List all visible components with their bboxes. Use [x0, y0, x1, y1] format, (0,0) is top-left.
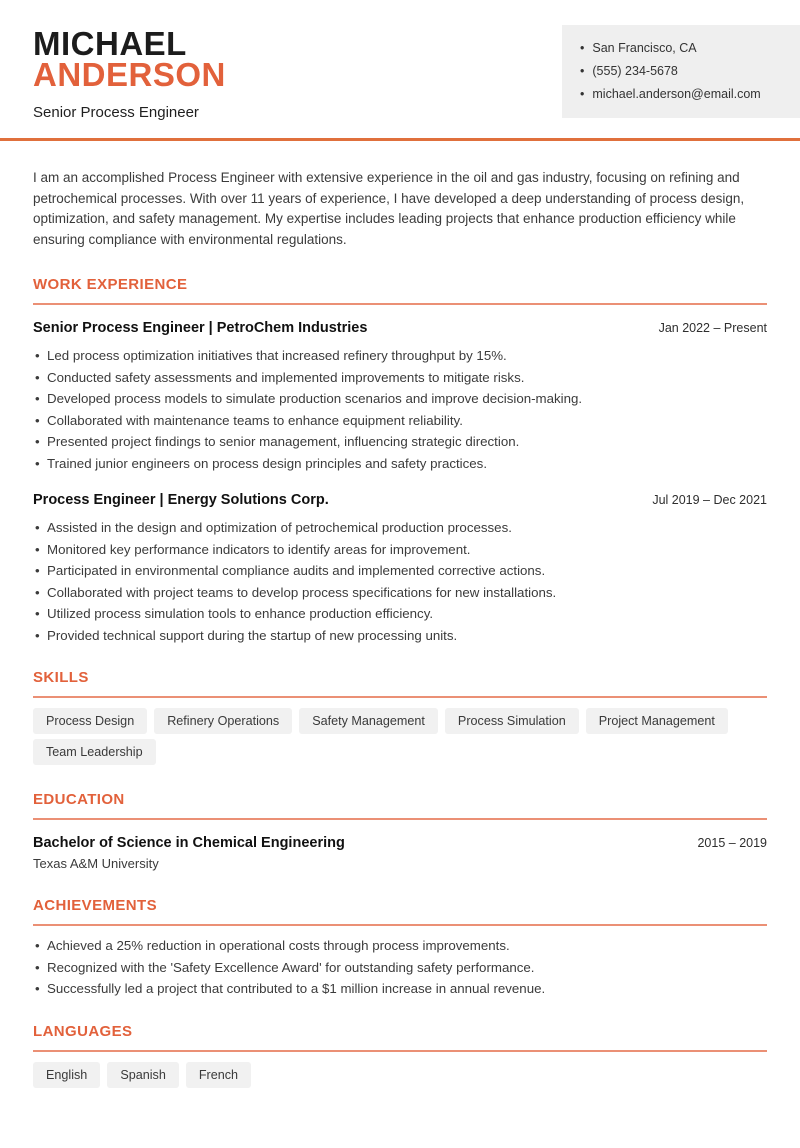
bullet-icon: •	[580, 87, 585, 101]
section-languages	[33, 1023, 767, 1088]
candidate-role: Senior Process Engineer	[33, 104, 199, 121]
languages-chip-list	[33, 1062, 767, 1088]
achievements-heading: ACHIEVEMENTS	[33, 897, 767, 926]
section-achievements	[33, 897, 767, 997]
resume-header	[0, 0, 800, 121]
job-header	[33, 492, 767, 508]
candidate-name	[33, 25, 226, 93]
job-bullet: • Led process optimization initiatives that increased refinery throughput by 15%.	[33, 348, 767, 364]
job-bullets	[33, 520, 767, 643]
languages-heading: LANGUAGES	[33, 1023, 767, 1052]
job-bullet: • Presented project findings to senior management, influencing strategic direction.	[33, 434, 767, 450]
achievement-bullet: • Successfully led a project that contributed to a $1 million increase in annual revenue.	[33, 981, 767, 997]
job-entry	[33, 492, 767, 643]
profile-summary: I am an accomplished Process Engineer with extensive experience in the oil and gas industry, focusing on refining and petrochemical processes. With over 11 years of experience, I have developed a deep understanding of process design, optimization, and safety management. My expertise includes leading projects that enhance production efficiency while ensuring compliance with environmental regulations.	[33, 170, 745, 247]
achievement-bullet: • Recognized with the 'Safety Excellence Award' for outstanding safety performance.	[33, 960, 767, 976]
education-school: Texas A&M University	[33, 856, 159, 871]
education-heading: EDUCATION	[33, 791, 767, 820]
contact-phone	[580, 60, 784, 83]
contact-location	[580, 37, 784, 60]
skills-chip-list	[33, 708, 767, 765]
job-bullet: • Trained junior engineers on process design principles and safety practices.	[33, 456, 767, 472]
job-bullet: • Provided technical support during the startup of new processing units.	[33, 628, 767, 644]
achievement-bullet: • Achieved a 25% reduction in operational costs through process improvements.	[33, 938, 767, 954]
header-name-block	[33, 25, 226, 121]
job-bullet: • Monitored key performance indicators to identify areas for improvement.	[33, 542, 767, 558]
job-bullet: • Developed process models to simulate production scenarios and improve decision-making.	[33, 391, 767, 407]
job-bullet: • Collaborated with maintenance teams to enhance equipment reliability.	[33, 413, 767, 429]
work-experience-heading: WORK EXPERIENCE	[33, 276, 767, 305]
job-entry	[33, 320, 767, 471]
skill-chip: Project Management	[586, 708, 728, 734]
contact-box	[562, 25, 800, 118]
education-entry	[33, 835, 767, 871]
job-bullet: • Conducted safety assessments and implemented improvements to mitigate risks.	[33, 370, 767, 386]
skill-chip: Refinery Operations	[154, 708, 292, 734]
education-degree: Bachelor of Science in Chemical Engineering	[33, 835, 345, 851]
section-skills	[33, 669, 767, 765]
section-education	[33, 791, 767, 871]
job-bullet: • Participated in environmental compliance audits and implemented corrective actions.	[33, 563, 767, 579]
bullet-icon: •	[580, 41, 585, 55]
skill-chip: Process Simulation	[445, 708, 579, 734]
job-title: Process Engineer | Energy Solutions Corp.	[33, 492, 329, 508]
section-work-experience	[33, 276, 767, 643]
education-dates: 2015 – 2019	[697, 836, 767, 850]
resume-body	[0, 168, 800, 1148]
contact-location-text: San Francisco, CA	[592, 41, 697, 55]
bullet-icon: •	[580, 64, 585, 78]
first-name: MICHAEL	[33, 25, 187, 62]
header-divider	[0, 138, 800, 141]
contact-email-text: michael.anderson@email.com	[592, 87, 761, 101]
contact-phone-text: (555) 234-5678	[592, 64, 678, 78]
job-bullet: • Utilized process simulation tools to enhance production efficiency.	[33, 606, 767, 622]
language-chip: English	[33, 1062, 100, 1088]
language-chip: Spanish	[107, 1062, 179, 1088]
last-name: ANDERSON	[33, 56, 226, 93]
education-header	[33, 835, 767, 851]
skill-chip: Safety Management	[299, 708, 438, 734]
skills-heading: SKILLS	[33, 669, 767, 698]
job-title: Senior Process Engineer | PetroChem Industries	[33, 320, 368, 336]
job-bullets	[33, 348, 767, 471]
job-dates: Jan 2022 – Present	[658, 321, 767, 335]
language-chip: French	[186, 1062, 251, 1088]
achievements-bullets	[33, 938, 767, 997]
skill-chip: Process Design	[33, 708, 147, 734]
job-bullet: • Collaborated with project teams to develop process specifications for new installations.	[33, 585, 767, 601]
skill-chip: Team Leadership	[33, 739, 156, 765]
job-header	[33, 320, 767, 336]
job-bullet: • Assisted in the design and optimization of petrochemical production processes.	[33, 520, 767, 536]
job-dates: Jul 2019 – Dec 2021	[652, 493, 767, 507]
contact-email	[580, 83, 784, 106]
